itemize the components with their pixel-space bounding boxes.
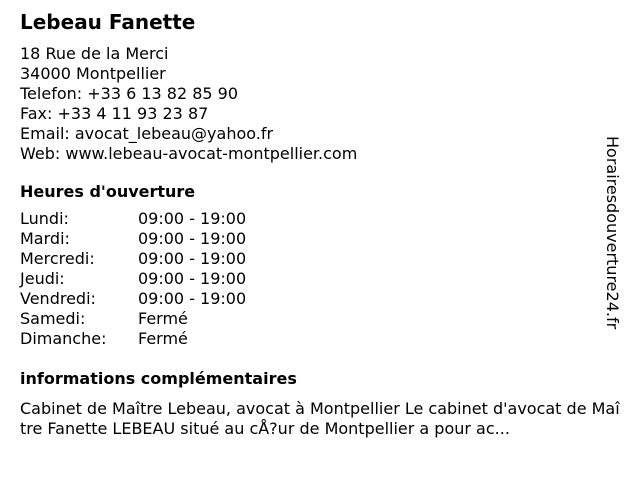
hours-row-sunday — [20, 329, 620, 349]
business-name: Lebeau Fanette — [20, 10, 196, 34]
phone-number: Telefon: +33 6 13 82 85 90 — [20, 84, 239, 103]
email-address: Email: avocat_lebeau@yahoo.fr — [20, 124, 274, 143]
hours-time: 09:00 - 19:00 — [138, 289, 247, 308]
hours-row-saturday — [20, 309, 620, 329]
additional-info-text: Cabinet de Maître Lebeau, avocat à Montpellier Le cabinet d'avocat de Maître Fanette LEBEAU situé au cÅ?ur de Montpellier a pour ac... — [20, 399, 620, 438]
hours-day: Mardi: — [20, 229, 70, 248]
hours-day: Lundi: — [20, 209, 69, 228]
hours-day: Vendredi: — [20, 289, 96, 308]
opening-hours-table — [20, 209, 620, 349]
hours-time: Fermé — [138, 329, 188, 348]
site-watermark: Horairesdouverture24.fr — [603, 136, 622, 330]
hours-time: 09:00 - 19:00 — [138, 229, 247, 248]
hours-row-tuesday — [20, 229, 620, 249]
hours-time: 09:00 - 19:00 — [138, 269, 247, 288]
hours-row-thursday — [20, 269, 620, 289]
hours-time: 09:00 - 19:00 — [138, 249, 247, 268]
hours-day: Samedi: — [20, 309, 86, 328]
opening-hours-heading: Heures d'ouverture — [20, 182, 196, 201]
website-address: Web: www.lebeau-avocat-montpellier.com — [20, 144, 358, 163]
fax-number: Fax: +33 4 11 93 23 87 — [20, 104, 209, 123]
address-city: 34000 Montpellier — [20, 64, 166, 83]
hours-time: Fermé — [138, 309, 188, 328]
contact-block — [20, 44, 620, 164]
business-card — [20, 10, 620, 439]
address-street: 18 Rue de la Merci — [20, 44, 169, 63]
additional-info-heading: informations complémentaires — [20, 369, 297, 388]
hours-row-wednesday — [20, 249, 620, 269]
hours-day: Dimanche: — [20, 329, 107, 348]
hours-time: 09:00 - 19:00 — [138, 209, 247, 228]
hours-row-monday — [20, 209, 620, 229]
hours-day: Jeudi: — [20, 269, 65, 288]
hours-day: Mercredi: — [20, 249, 95, 268]
hours-row-friday — [20, 289, 620, 309]
